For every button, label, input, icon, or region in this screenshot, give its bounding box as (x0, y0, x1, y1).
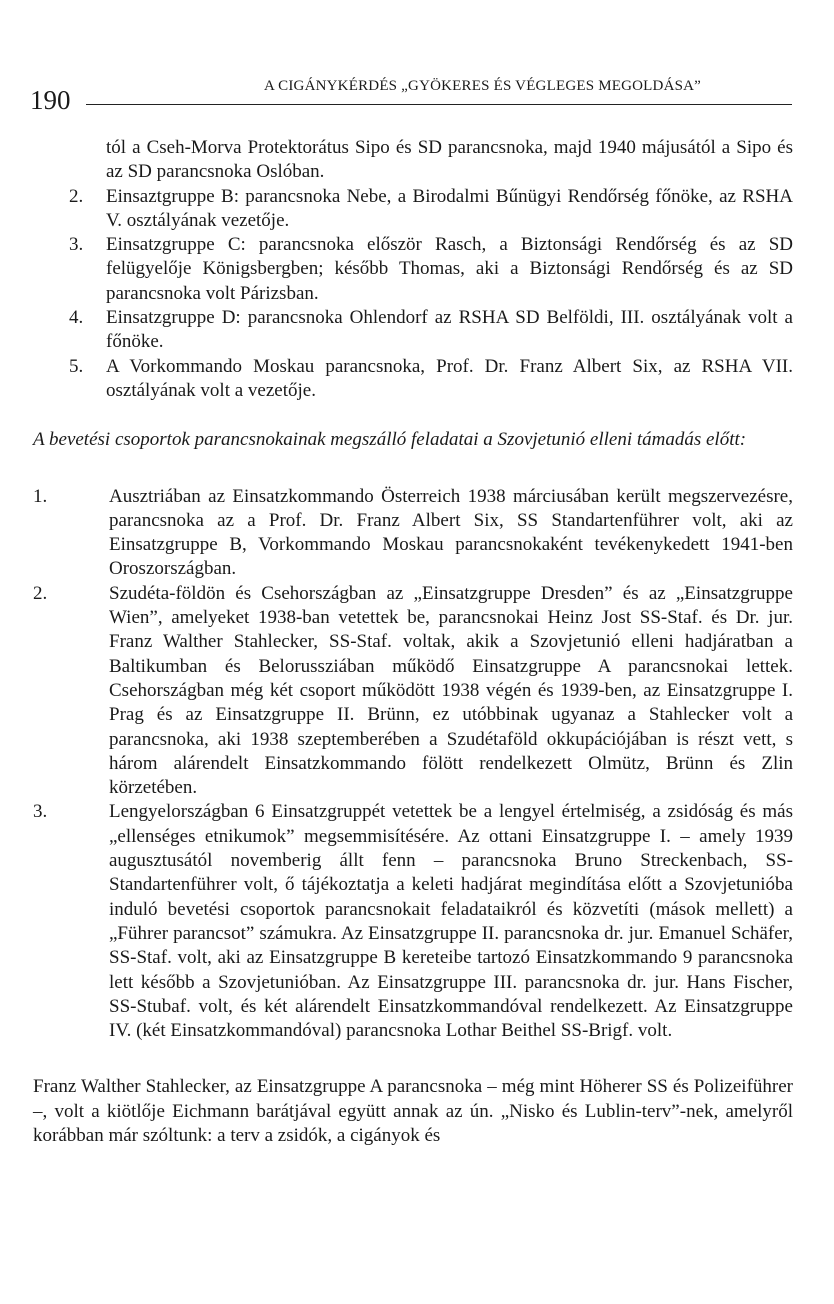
list-item-number: 2. (69, 185, 84, 207)
closing-paragraph: Franz Walther Stahlecker, az Einsatzgruppe A parancsnoka – még mint Höherer SS és Polizeiführer –, volt a kiötlője Eichmann barátjával együtt annak az ún. „Nisko és Lublin-terv”-nek, amelyről korábban már szóltunk: a terv a zsidók, a cigányok és (33, 1076, 793, 1146)
list-item-text: A Vorkommando Moskau parancsnoka, Prof. Dr. Franz Albert Six, az RSHA VII. osztályának volt a vezetője. (106, 355, 793, 401)
list-item-number: 3. (69, 234, 84, 256)
list-item-text: Einsatzgruppe C: parancsnoka először Rasch, a Biztonsági Rendőrség és az SD felügyelője Königsbergben; később Thomas, aki a Biztonsági Rendőrség és az SD parancsnoka volt Párizsban. (106, 234, 793, 304)
list-item (33, 800, 793, 1043)
list-item-number: 5. (69, 355, 84, 377)
list-item (33, 306, 793, 355)
list-item (33, 582, 793, 801)
running-head: A CIGÁNYKÉRDÉS „GYÖKERES ÉS VÉGLEGES MEGOLDÁSA” (264, 78, 702, 94)
list-item (33, 233, 793, 306)
commander-list (33, 136, 793, 403)
list-item (33, 355, 793, 404)
section-intro: A bevetési csoportok parancsnokainak megszálló feladatai a Szovjetunió elleni támadás előtt: (33, 429, 747, 451)
list-item-text: Ausztriában az Einsatzkommando Österreich 1938 márciusában került megszervezésre, parancsnoka az a Prof. Dr. Franz Albert Six, SS Standartenführer volt, aki az Einsatzgruppe B, Vorkommando Moskau parancsnokaként tevékenykedett 1941-ben Oroszországban. (109, 485, 793, 580)
list-item (33, 136, 793, 185)
list-item-number: 2. (33, 582, 48, 604)
page-body (33, 136, 793, 1148)
task-list (33, 485, 793, 1044)
page-number: 190 (30, 85, 71, 115)
list-item-text: Lengyelországban 6 Einsatzgruppét vetettek be a lengyel értelmiség, a zsidóság és más „ellenséges etnikumok” megsemmisítésére. Az ottani Einsatzgruppe I. – amely 1939 augusztusától novemberig állt fenn – parancsnoka Bruno Streckenbach, SS-Standartenführer volt, ő tájékoztatja a keleti hadjárat megindítása előtt a Szovjetunióba induló bevetési csoportok parancsnokait feladataikról és közvetíti (mások mellett) a „Führer parancsot” számukra. Az Einsatzgruppe II. parancsnoka dr. jur. Emanuel Schäfer, SS-Staf. volt, aki az Einsatzgruppe B kereteibe tartozó Einsatzkommando 9 parancsnoka lett később a Szovjetunióban. Az Einsatzgruppe III. parancsnoka dr. jur. Hans Fischer, SS-Stubaf. volt, és két alárendelt Einsatzkommandóval rendelkezett. Az Einsatzgruppe IV. (két Einsatzkommandóval) parancsnoka Lothar Beithel SS-Brigf. volt. (109, 801, 793, 1042)
list-item-number: 3. (33, 801, 48, 823)
list-item-text: Einsaztgruppe B: parancsnoka Nebe, a Birodalmi Bűnügyi Rendőrség főnöke, az RSHA V. osztályának vezetője. (106, 185, 793, 231)
list-item (33, 485, 793, 582)
list-item-number: 4. (69, 307, 84, 329)
list-item-text: Einsatzgruppe D: parancsnoka Ohlendorf az RSHA SD Belföldi, III. osztályának volt a főnöke. (106, 307, 793, 353)
list-item-number: 1. (33, 485, 48, 507)
header-rule (86, 104, 792, 105)
list-item (33, 185, 793, 234)
list-item-text: tól a Cseh-Morva Protektorátus Sipo és SD parancsnoka, majd 1940 májusától a Sipo és az SD parancsnoka Oslóban. (106, 137, 793, 183)
list-item-text: Szudéta-földön és Csehországban az „Einsatzgruppe Dresden” és az „Einsatzgruppe Wien”, amelyeket 1938-ban vetettek be, parancsnokai Heinz Jost SS-Staf. és Dr. jur. Franz Walther Stahlecker, SS-Staf. voltak, akik a Szovjetunió elleni hadjáratban a Baltikumban és Belorussziában működő Einsatzgruppe A parancsnokai lettek. Csehországban még két csoport működött 1938 végén és 1939-ben, az Einsatzgruppe I. Prag és az Einsatzgruppe II. Brünn, ez utóbbinak ugyanaz a Stahlecker volt a parancsnoka, aki 1938 szeptemberében a Szudétaföld okkupációjában is részt vett, s három alárendelt Einsatzkommando fölött rendelkezett Olmütz, Brünn és Zlin körzetében. (109, 582, 793, 799)
